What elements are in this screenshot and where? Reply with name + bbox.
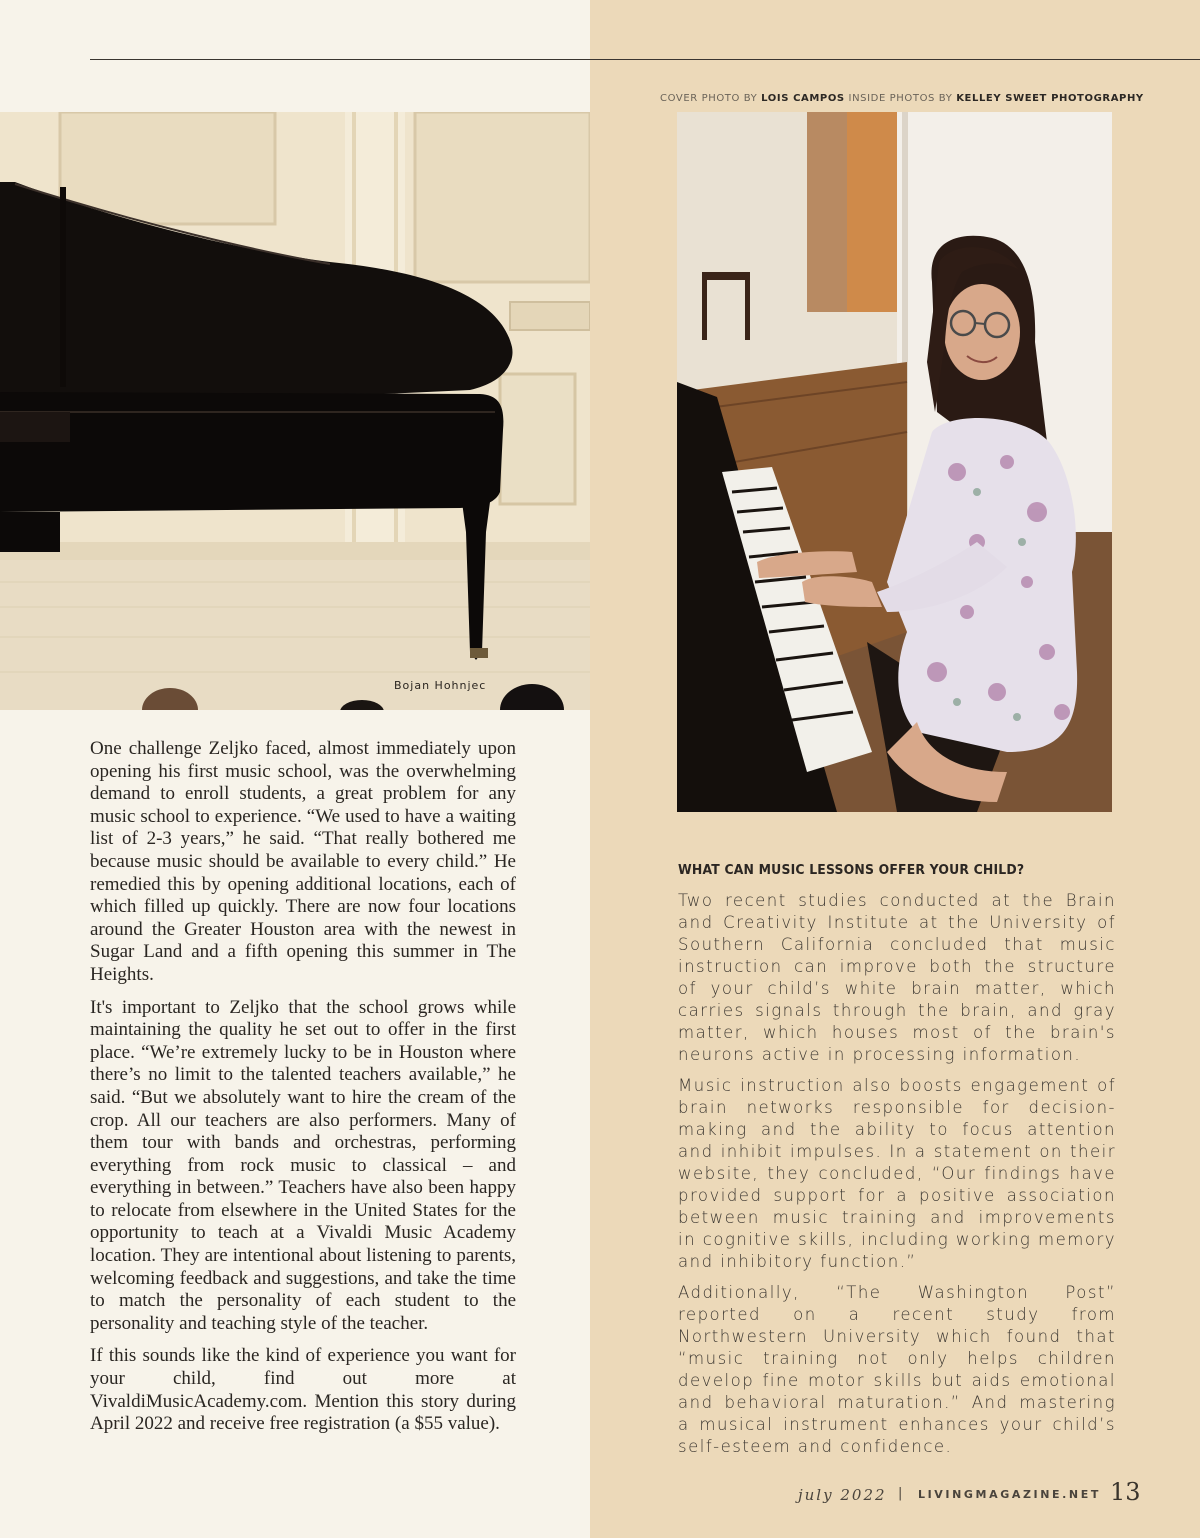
right-article-column	[678, 862, 1116, 1467]
photo-grand-piano	[0, 112, 590, 710]
photo-credit: COVER PHOTO BY LOIS CAMPOS INSIDE PHOTOS BY KELLEY SWEET PHOTOGRAPHY	[660, 93, 1144, 104]
left-paragraph-2: It's important to Zeljko that the school grows while maintaining the quality he set out to offer in the first place. “We’re extremely lucky to be in Houston where there’s no limit to the talented teachers available,” he said. “But we absolutely want to hire the cream of the crop. All our teachers are also performers. Many of them tour with bands and orchestras, performing everything from rock music to classical – and everything in between.” Teachers have also been happy to relocate from elsewhere in the United States for the opportunity to teach at a Vivaldi Music Academy location. They are intentional about listening to parents, welcoming feedback and suggestions, and take the time to match the personality of each student to the personality and teaching style of the teacher.	[90, 996, 516, 1334]
section-heading: WHAT CAN MUSIC LESSONS OFFER YOUR CHILD?	[678, 862, 1025, 878]
photo-caption: Bojan Hohnjec	[394, 679, 487, 692]
left-paragraph-1: One challenge Zeljko faced, almost immediately upon opening his first music school, was the overwhelming demand to enroll students, a great problem for any music school to experience. “We used to have a waiting list of 2-3 years,” he said. “That really bothered me because music should be available to every child.” He remedied this by opening additional locations, each of which filled up quickly. There are now four locations around the Greater Houston area with the newest in Sugar Land and a fifth opening this summer in The Heights.	[90, 738, 516, 985]
issue-date: july 2022	[798, 1486, 887, 1504]
left-paragraph-3: If this sounds like the kind of experience you want for your child, find out more at VivaldiMusicAcademy.com. Mention this story during April 2022 and receive free registration (a $55 value).	[90, 1345, 516, 1435]
page-number: 13	[1110, 1478, 1141, 1506]
right-paragraph-1: Two recent studies conducted at the Brain and Creativity Institute at the University of Southern California concluded that music instruction can improve both the structure of your child’s white brain matter, which carries signals through the brain, and gray matter, which houses most of the brain's neurons active in processing information.	[678, 891, 1116, 1064]
right-paragraph-3: Additionally, “The Washington Post” reported on a recent study from Northwestern University which found that “music training not only helps children develop fine motor skills but aids emotional and behavioral maturation.” And mastering a musical instrument enhances your child’s self-esteem and confidence.	[678, 1283, 1116, 1456]
footer-separator: |	[898, 1486, 903, 1501]
right-paragraph-2: Music instruction also boosts engagement of brain networks responsible for decision-making and the ability to focus attention and inhibit impulses. In a statement on their website, they concluded, “Our findings have provided support for a positive association between music training and improvements in cognitive skills, including working memory and inhibitory function.”	[678, 1076, 1116, 1271]
photo-girl-at-piano	[677, 112, 1112, 812]
left-article-column	[90, 738, 516, 1446]
top-rule	[90, 59, 1200, 60]
magazine-website: LIVINGMAGAZINE.NET	[918, 1488, 1101, 1501]
page-footer	[798, 1478, 1141, 1508]
